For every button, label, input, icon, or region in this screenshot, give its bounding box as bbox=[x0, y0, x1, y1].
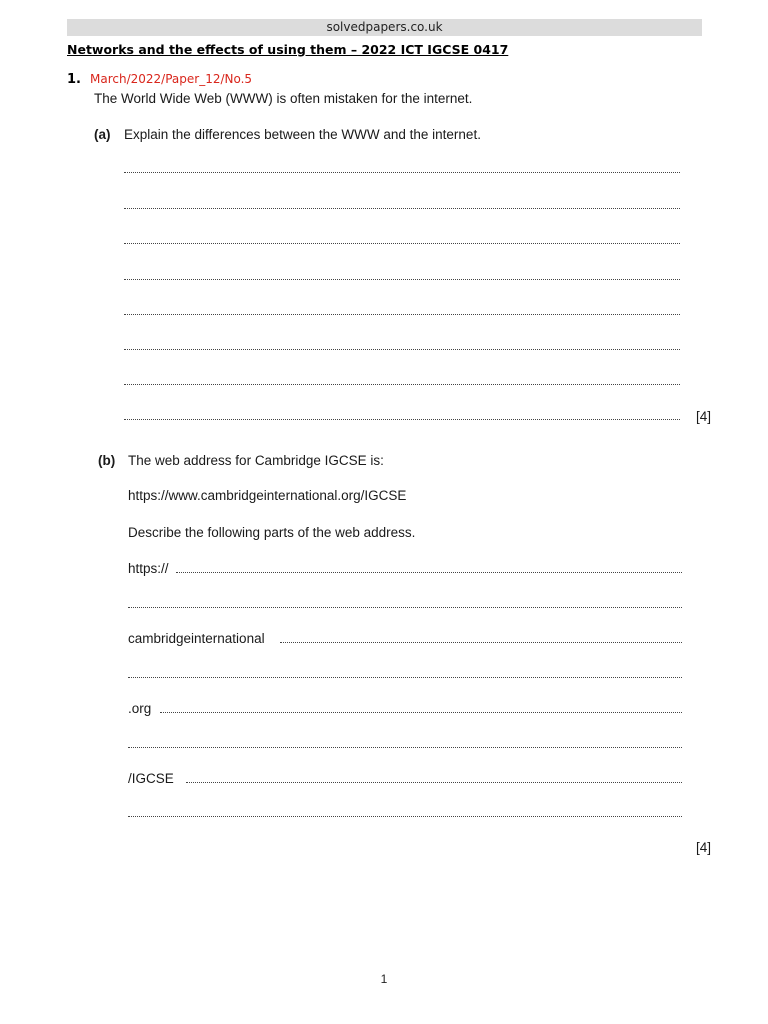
question-number: 1. bbox=[67, 72, 81, 87]
question-reference: March/2022/Paper_12/No.5 bbox=[90, 72, 253, 86]
answer-line-a1[interactable] bbox=[124, 172, 680, 173]
answer-line-a8[interactable] bbox=[124, 419, 680, 420]
web-address: https://www.cambridgeinternational.org/IGCSE bbox=[128, 488, 407, 503]
answer-line-a5[interactable] bbox=[124, 314, 680, 315]
answer-line-a3[interactable] bbox=[124, 243, 680, 244]
part-b-marks: [4] bbox=[696, 840, 712, 855]
answer-line-a6[interactable] bbox=[124, 349, 680, 350]
part-b-prompt: The web address for Cambridge IGCSE is: bbox=[128, 453, 384, 468]
answer-line-b8[interactable] bbox=[128, 816, 682, 817]
answer-line-a4[interactable] bbox=[124, 279, 680, 280]
part-label-domain: cambridgeinternational bbox=[128, 631, 265, 646]
answer-line-a2[interactable] bbox=[124, 208, 680, 209]
page-number: 1 bbox=[380, 972, 388, 986]
question-intro: The World Wide Web (WWW) is often mistaken for the internet. bbox=[94, 91, 473, 106]
answer-line-b1[interactable] bbox=[176, 572, 682, 573]
part-a-label: (a) bbox=[94, 127, 111, 142]
answer-line-b3[interactable] bbox=[280, 642, 682, 643]
part-a-prompt: Explain the differences between the WWW and the internet. bbox=[124, 127, 481, 142]
page-title: Networks and the effects of using them – 2022 ICT IGCSE 0417 bbox=[67, 42, 509, 57]
part-label-path: /IGCSE bbox=[128, 771, 174, 786]
part-label-org: .org bbox=[128, 701, 152, 716]
answer-line-b6[interactable] bbox=[128, 747, 682, 748]
answer-line-b4[interactable] bbox=[128, 677, 682, 678]
answer-line-b2[interactable] bbox=[128, 607, 682, 608]
part-a-marks: [4] bbox=[696, 409, 712, 424]
site-header: solvedpapers.co.uk bbox=[67, 19, 702, 36]
answer-line-b5[interactable] bbox=[160, 712, 682, 713]
part-b-label: (b) bbox=[98, 453, 116, 468]
answer-line-b7[interactable] bbox=[186, 782, 682, 783]
answer-line-a7[interactable] bbox=[124, 384, 680, 385]
part-label-https: https:// bbox=[128, 561, 169, 576]
part-b-instruction: Describe the following parts of the web address. bbox=[128, 525, 416, 540]
